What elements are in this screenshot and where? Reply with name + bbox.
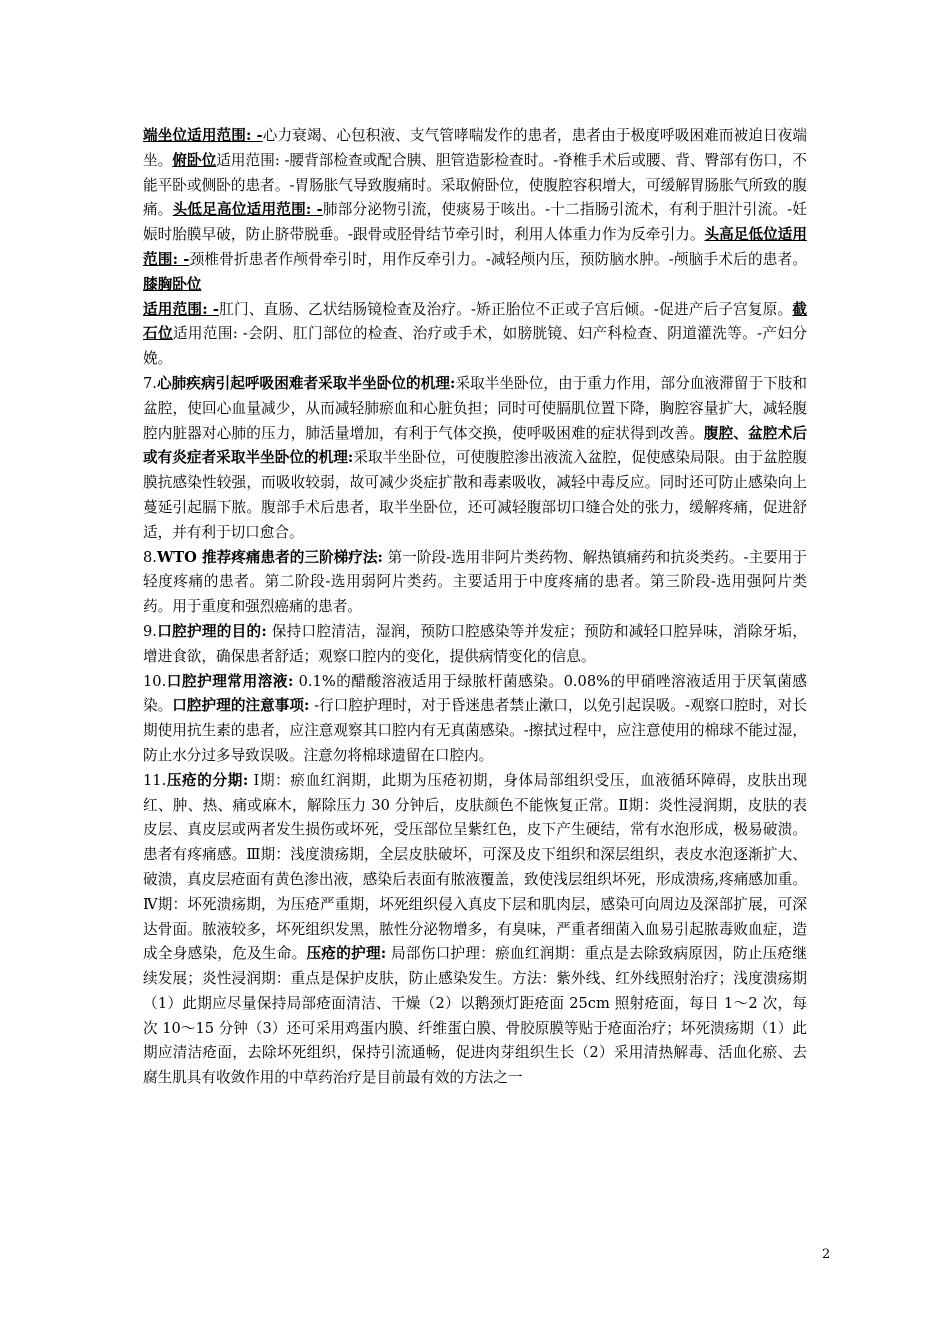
paragraph [143,298,807,372]
paragraph [143,124,807,298]
heading-run: 端坐位适用范围: - [143,127,263,144]
text-run: 肺部分泌物引流，使痰易于咳出。-十二指肠引流术，有利于胆汁引流。-妊娠时胎膜早破，防止脐带脱垂。-跟骨或胫骨结节牵引时，利用人体重力作为反牵引力。 [143,201,807,244]
text-run: 7. [143,374,157,392]
paragraph [143,546,807,620]
paragraph [143,670,807,769]
heading-run: 腹腔、盆腔术后或有炎症者采取半坐卧位的机理: [143,424,807,467]
text-run: 采取半坐卧位，可使腹腔渗出液流入盆腔，促使感染局限。由于盆腔腹膜抗感染性较强，而吸收较弱，故可减少炎症扩散和毒素吸收，减轻中毒反应。同时还可防止感染向上蔓延引起膈下脓。腹部手术后患者，取半坐卧位，还可减轻腹部切口缝合处的张力，缓解疼痛，促进舒适，并有利于切口愈合。 [143,449,807,541]
heading-run: 口腔护理的目的: [156,622,267,640]
heading-run: 压疮的护理: [306,945,387,963]
text-run: 局部伤口护理：瘀血红润期：重点是去除致病原因，防止压疮继续发展；炎性浸润期：重点是保护皮肤，防止感染发生。方法：紫外线、红外线照射治疗；浅度溃疡期（1）此期应尽量保持局部疮面清洁、干燥（2）以鹅颈灯距疮面 25cm 照射疮面，每日 1～2 次，每次 10～15 分钟（3）还可采用鸡蛋内膜、纤维蛋白膜、骨胶原膜等贴于疮面治疗；坏死溃疡期（1）此期应清洁疮面，去除坏死组织，保持引流通畅，促进肉芽组织生长（2）采用清热解毒、活血化瘀、去腐生肌具有收敛作用的中草药治疗是目前最有效的方法之一 [143,945,807,1087]
text-run: 8. [143,548,157,566]
text-run: 9. [143,622,157,640]
heading-run: 截石位 [143,300,807,343]
text-run: 颈椎骨折患者作颅骨牵引时，用作反牵引力。-减轻颅内压，预防脑水肿。-颅脑手术后的患者。 [189,250,807,268]
heading-run: WTO 推荐疼痛患者的三阶梯疗法: [156,548,383,566]
heading-run: 头低足高位适用范围: - [172,201,323,219]
paragraph [143,372,807,546]
heading-run: 俯卧位 [172,151,217,169]
text-run: 心力衰竭、心包积液、支气管哮喘发作的患者，患者由于极度呼吸困难而被迫日夜端坐。 [143,127,807,169]
text-run: -行口腔护理时，对于昏迷患者禁止漱口，以免引起误吸。-观察口腔时，对长期使用抗生素的患者，应注意观察其口腔内有无真菌感染。-擦拭过程中，应注意使用的棉球不能过湿，防止水分过多导致误吸。注意勿将棉球遗留在口腔内。 [143,697,807,764]
text-run: 采取半坐卧位，由于重力作用，部分血液滞留于下肢和盆腔，使回心血量减少，从而减轻肺瘀血和心脏负担；同时可使膈肌位置下降，胸腔容量扩大，减轻腹腔内脏器对心肺的压力，肺活量增加，有利于气体交换，使呼吸困难的症状得到改善。 [143,374,807,442]
text-run: 0.1%的醋酸溶液适用于绿脓杆菌感染。0.08%的甲硝唑溶液适用于厌氧菌感染。 [143,672,807,715]
text-run: 肛门、直肠、乙状结肠镜检查及治疗。-矫正胎位不正或子宫后倾。-促进产后子宫复原。 [219,300,793,318]
document-body [143,124,807,1091]
heading-run: 膝胸卧位 [143,275,202,293]
text-run: 适用范围: -腰背部检查或配合胰、胆管造影检查时。-脊椎手术后或腰、背、臀部有伤口，不能平卧或侧卧的患者。-胃肠胀气导致腹痛时。采取俯卧位，使腹腔容积增大，可缓解胃肠胀气所致的腹痛。 [143,151,807,219]
paragraph [143,620,807,670]
text-run: 保持口腔清洁，湿润，预防口腔感染等并发症；预防和减轻口腔异味，消除牙垢，增进食欲，确保患者舒适；观察口腔内的变化，提供病情变化的信息。 [143,622,807,665]
text-run: 11. [143,771,167,789]
text-run: 第一阶段-选用非阿片类药物、解热镇痛药和抗炎类药。-主要用于轻度疼痛的患者。第二阶段-选用弱阿片类药。主要适用于中度疼痛的患者。第三阶段-选用强阿片类药。用于重度和强烈癌痛的患者。 [143,548,807,616]
heading-run: 适用范围: - [143,300,219,318]
heading-run: 口腔护理的注意事项: [172,697,310,715]
text-run: 适用范围: -会阴、肛门部位的检查、治疗或手术，如膀胱镜、妇产科检查、阴道灌洗等。-产妇分娩。 [143,325,807,368]
heading-run: 口腔护理常用溶液: [166,672,294,690]
text-run: 10. [143,672,167,690]
heading-run: 压疮的分期: [166,771,249,789]
paragraph [143,769,807,1091]
heading-run: 心肺疾病引起呼吸困难者采取半坐卧位的机理: [156,374,456,392]
text-run: Ⅰ期：瘀血红润期，此期为压疮初期，身体局部组织受压，血液循环障碍，皮肤出现红、肿、热、痛或麻木，解除压力 30 分钟后，皮肤颜色不能恢复正常。Ⅱ期：炎性浸润期，皮肤的表皮层、真皮层或两者发生损伤或坏死，受压部位呈紫红色，皮下产生硬结，常有水泡形成，极易破溃。患者有疼痛感。Ⅲ期：浅度溃疡期，全层皮肤破坏，可深及皮下组织和深层组织，表皮水泡逐渐扩大、破溃，真皮层疮面有黄色渗出液，感染后表面有脓液覆盖，致使浅层组织坏死，形成溃疡,疼痛感加重。Ⅳ期：坏死溃疡期，为压疮严重期，坏死组织侵入真皮下层和肌肉层，感染可向周边及深部扩展，可深达骨面。脓液较多，坏死组织发黑，脓性分泌物增多，有臭味，严重者细菌入血易引起脓毒败血症，造成全身感染，危及生命。 [143,771,807,963]
heading-run: 头高足低位适用范围: - [143,226,807,268]
page-number: 2 [822,1247,831,1262]
